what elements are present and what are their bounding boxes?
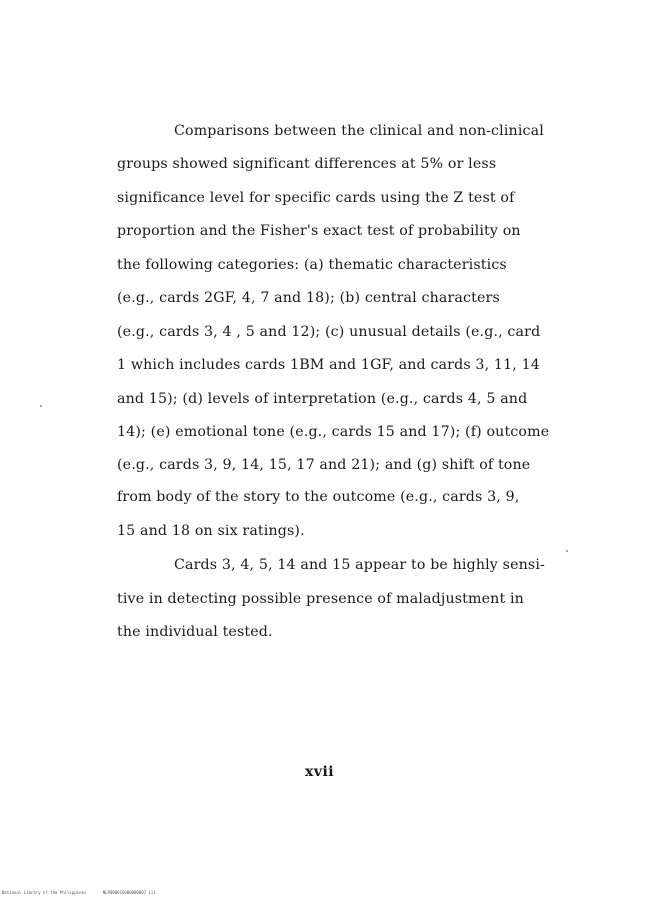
- paragraph-1-line-13: 15 and 18 on six ratings).: [117, 523, 305, 539]
- paragraph-2-line-3: the individual tested.: [117, 624, 273, 640]
- scan-speck: [566, 550, 568, 552]
- footer-library: National Library of the Philippines: [2, 890, 87, 895]
- footer-code: NLP000016000000007 iii: [102, 890, 156, 895]
- paragraph-1-line-6: (e.g., cards 2GF, 4, 7 and 18); (b) central characters: [117, 290, 500, 306]
- scan-footer: [2, 890, 170, 895]
- paragraph-1-line-7: (e.g., cards 3, 4 , 5 and 12); (c) unusual details (e.g., card: [117, 324, 541, 340]
- paragraph-1-line-11: (e.g., cards 3, 9, 14, 15, 17 and 21); and (g) shift of tone: [117, 457, 531, 473]
- page-number: xvii: [305, 764, 335, 780]
- paragraph-1-line-2: groups showed significant differences at 5% or less: [117, 156, 497, 172]
- paragraph-1-line-10: 14); (e) emotional tone (e.g., cards 15 and 17); (f) outcome: [117, 424, 550, 440]
- scan-speck: [40, 405, 42, 407]
- paragraph-1-line-3: significance level for specific cards using the Z test of: [117, 190, 515, 206]
- paragraph-2-line-2: tive in detecting possible presence of maladjustment in: [117, 591, 524, 607]
- paragraph-1-line-1: Comparisons between the clinical and non-clinical: [174, 123, 544, 139]
- paragraph-1-line-5: the following categories: (a) thematic characteristics: [117, 257, 507, 273]
- paragraph-2-line-1: Cards 3, 4, 5, 14 and 15 appear to be highly sensi-: [174, 557, 545, 573]
- paragraph-1-line-12: from body of the story to the outcome (e.g., cards 3, 9,: [117, 489, 520, 505]
- paragraph-1-line-9: and 15); (d) levels of interpretation (e.g., cards 4, 5 and: [117, 391, 528, 407]
- paragraph-1-line-8: 1 which includes cards 1BM and 1GF, and cards 3, 11, 14: [117, 357, 540, 373]
- paragraph-1-line-4: proportion and the Fisher's exact test of probability on: [117, 223, 521, 239]
